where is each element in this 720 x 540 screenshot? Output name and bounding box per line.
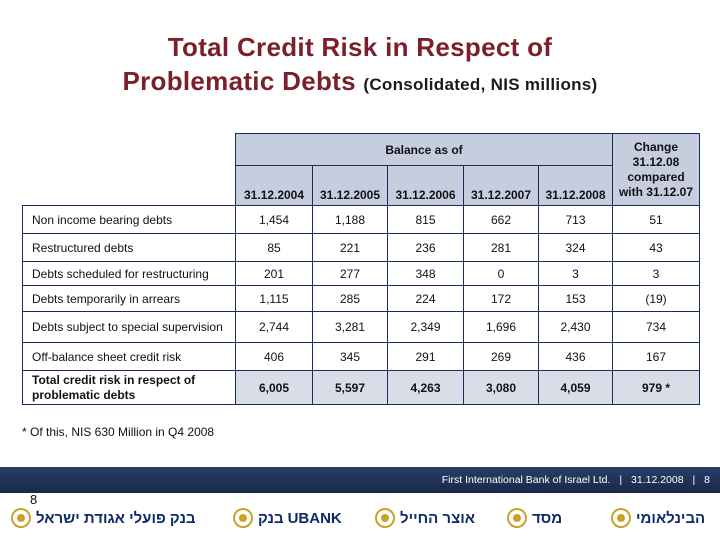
slide-title-main: Problematic Debts xyxy=(122,66,356,96)
emblem-icon xyxy=(232,507,254,529)
total-row xyxy=(23,371,700,405)
table-cell: 285 xyxy=(313,286,388,312)
change-cell: (19) xyxy=(613,286,700,312)
bank-logos-strip xyxy=(0,500,720,536)
logo-text: הבינלאומי xyxy=(636,509,706,527)
table-cell: 3,080 xyxy=(464,371,539,405)
table-cell: 269 xyxy=(464,343,539,371)
emblem-icon xyxy=(10,507,32,529)
logo-otsar-hahayal xyxy=(374,504,475,532)
footer-band xyxy=(0,467,720,493)
column-header: 31.12.2007 xyxy=(464,166,539,206)
logo-international xyxy=(610,504,705,532)
table-cell: 1,696 xyxy=(464,312,539,343)
table-cell: 348 xyxy=(388,262,464,286)
footer-separator: | xyxy=(619,474,623,486)
change-cell: 167 xyxy=(613,343,700,371)
row-label: Debts scheduled for restructuring xyxy=(23,262,236,286)
table-corner xyxy=(23,134,236,166)
table-cell: 85 xyxy=(236,234,313,262)
table-cell: 1,115 xyxy=(236,286,313,312)
table-cell: 324 xyxy=(539,234,613,262)
table-cell: 1,188 xyxy=(313,206,388,234)
balance-header: Balance as of xyxy=(236,134,613,166)
table-cell: 4,263 xyxy=(388,371,464,405)
table-row xyxy=(23,234,700,262)
footnote: * Of this, NIS 630 Million in Q4 2008 xyxy=(22,425,215,439)
change-header: Change 31.12.08 compared with 31.12.07 xyxy=(613,134,700,206)
row-label: Debts subject to special supervision xyxy=(23,312,236,343)
table-cell: 153 xyxy=(539,286,613,312)
slide-title-line2 xyxy=(0,66,720,97)
emblem-icon xyxy=(374,507,396,529)
table-corner-lower xyxy=(23,166,236,206)
logo-text: בנק xyxy=(258,509,284,527)
table-cell: 2,430 xyxy=(539,312,613,343)
table-cell: 4,059 xyxy=(539,371,613,405)
table-cell: 5,597 xyxy=(313,371,388,405)
table-cell: 221 xyxy=(313,234,388,262)
change-cell: 43 xyxy=(613,234,700,262)
row-label: Non income bearing debts xyxy=(23,206,236,234)
table-cell: 0 xyxy=(464,262,539,286)
logo-text: אוצר החייל xyxy=(400,509,475,527)
row-label: Restructured debts xyxy=(23,234,236,262)
footer-bank-name: First International Bank of Israel Ltd. xyxy=(441,474,611,486)
logo-text: מסד xyxy=(532,509,563,527)
column-header: 31.12.2008 xyxy=(539,166,613,206)
credit-risk-table xyxy=(22,133,700,405)
footer-separator: | xyxy=(692,474,696,486)
table-cell: 236 xyxy=(388,234,464,262)
change-cell: 734 xyxy=(613,312,700,343)
table-row xyxy=(23,206,700,234)
table-cell: 2,744 xyxy=(236,312,313,343)
table-cell: 345 xyxy=(313,343,388,371)
emblem-icon xyxy=(506,507,528,529)
table-cell: 3 xyxy=(539,262,613,286)
table-row xyxy=(23,286,700,312)
table-cell: 6,005 xyxy=(236,371,313,405)
table-cell: 436 xyxy=(539,343,613,371)
table-cell: 662 xyxy=(464,206,539,234)
row-label: Off-balance sheet credit risk xyxy=(23,343,236,371)
emblem-icon xyxy=(610,507,632,529)
slide-title-line1: Total Credit Risk in Respect of xyxy=(167,32,553,62)
table-cell: 201 xyxy=(236,262,313,286)
page-number: 8 xyxy=(30,492,38,507)
slide-title-subtitle: (Consolidated, NIS millions) xyxy=(363,75,598,94)
logo-text: בנק פועלי אגודת ישראל xyxy=(36,509,196,527)
table-row xyxy=(23,343,700,371)
row-label: Debts temporarily in arrears xyxy=(23,286,236,312)
logo-text-en: UBANK xyxy=(287,509,342,527)
table-cell: 172 xyxy=(464,286,539,312)
column-header: 31.12.2005 xyxy=(313,166,388,206)
change-cell: 51 xyxy=(613,206,700,234)
change-cell: 3 xyxy=(613,262,700,286)
row-label: Total credit risk in respect of problematic debts xyxy=(23,371,236,405)
table-cell: 406 xyxy=(236,343,313,371)
table-cell: 3,281 xyxy=(313,312,388,343)
table-cell: 2,349 xyxy=(388,312,464,343)
table-row xyxy=(23,312,700,343)
change-cell: 979 * xyxy=(613,371,700,405)
table-cell: 815 xyxy=(388,206,464,234)
footer-page: 8 xyxy=(704,474,710,486)
footer-date: 31.12.2008 xyxy=(631,474,684,486)
column-header: 31.12.2006 xyxy=(388,166,464,206)
table-row xyxy=(23,262,700,286)
table-cell: 713 xyxy=(539,206,613,234)
table-cell: 1,454 xyxy=(236,206,313,234)
logo-ubank xyxy=(232,504,342,532)
logo-poalei-agudat xyxy=(10,504,196,532)
table-cell: 277 xyxy=(313,262,388,286)
logo-massad xyxy=(506,504,562,532)
table-cell: 224 xyxy=(388,286,464,312)
table-cell: 281 xyxy=(464,234,539,262)
column-header: 31.12.2004 xyxy=(236,166,313,206)
table-cell: 291 xyxy=(388,343,464,371)
